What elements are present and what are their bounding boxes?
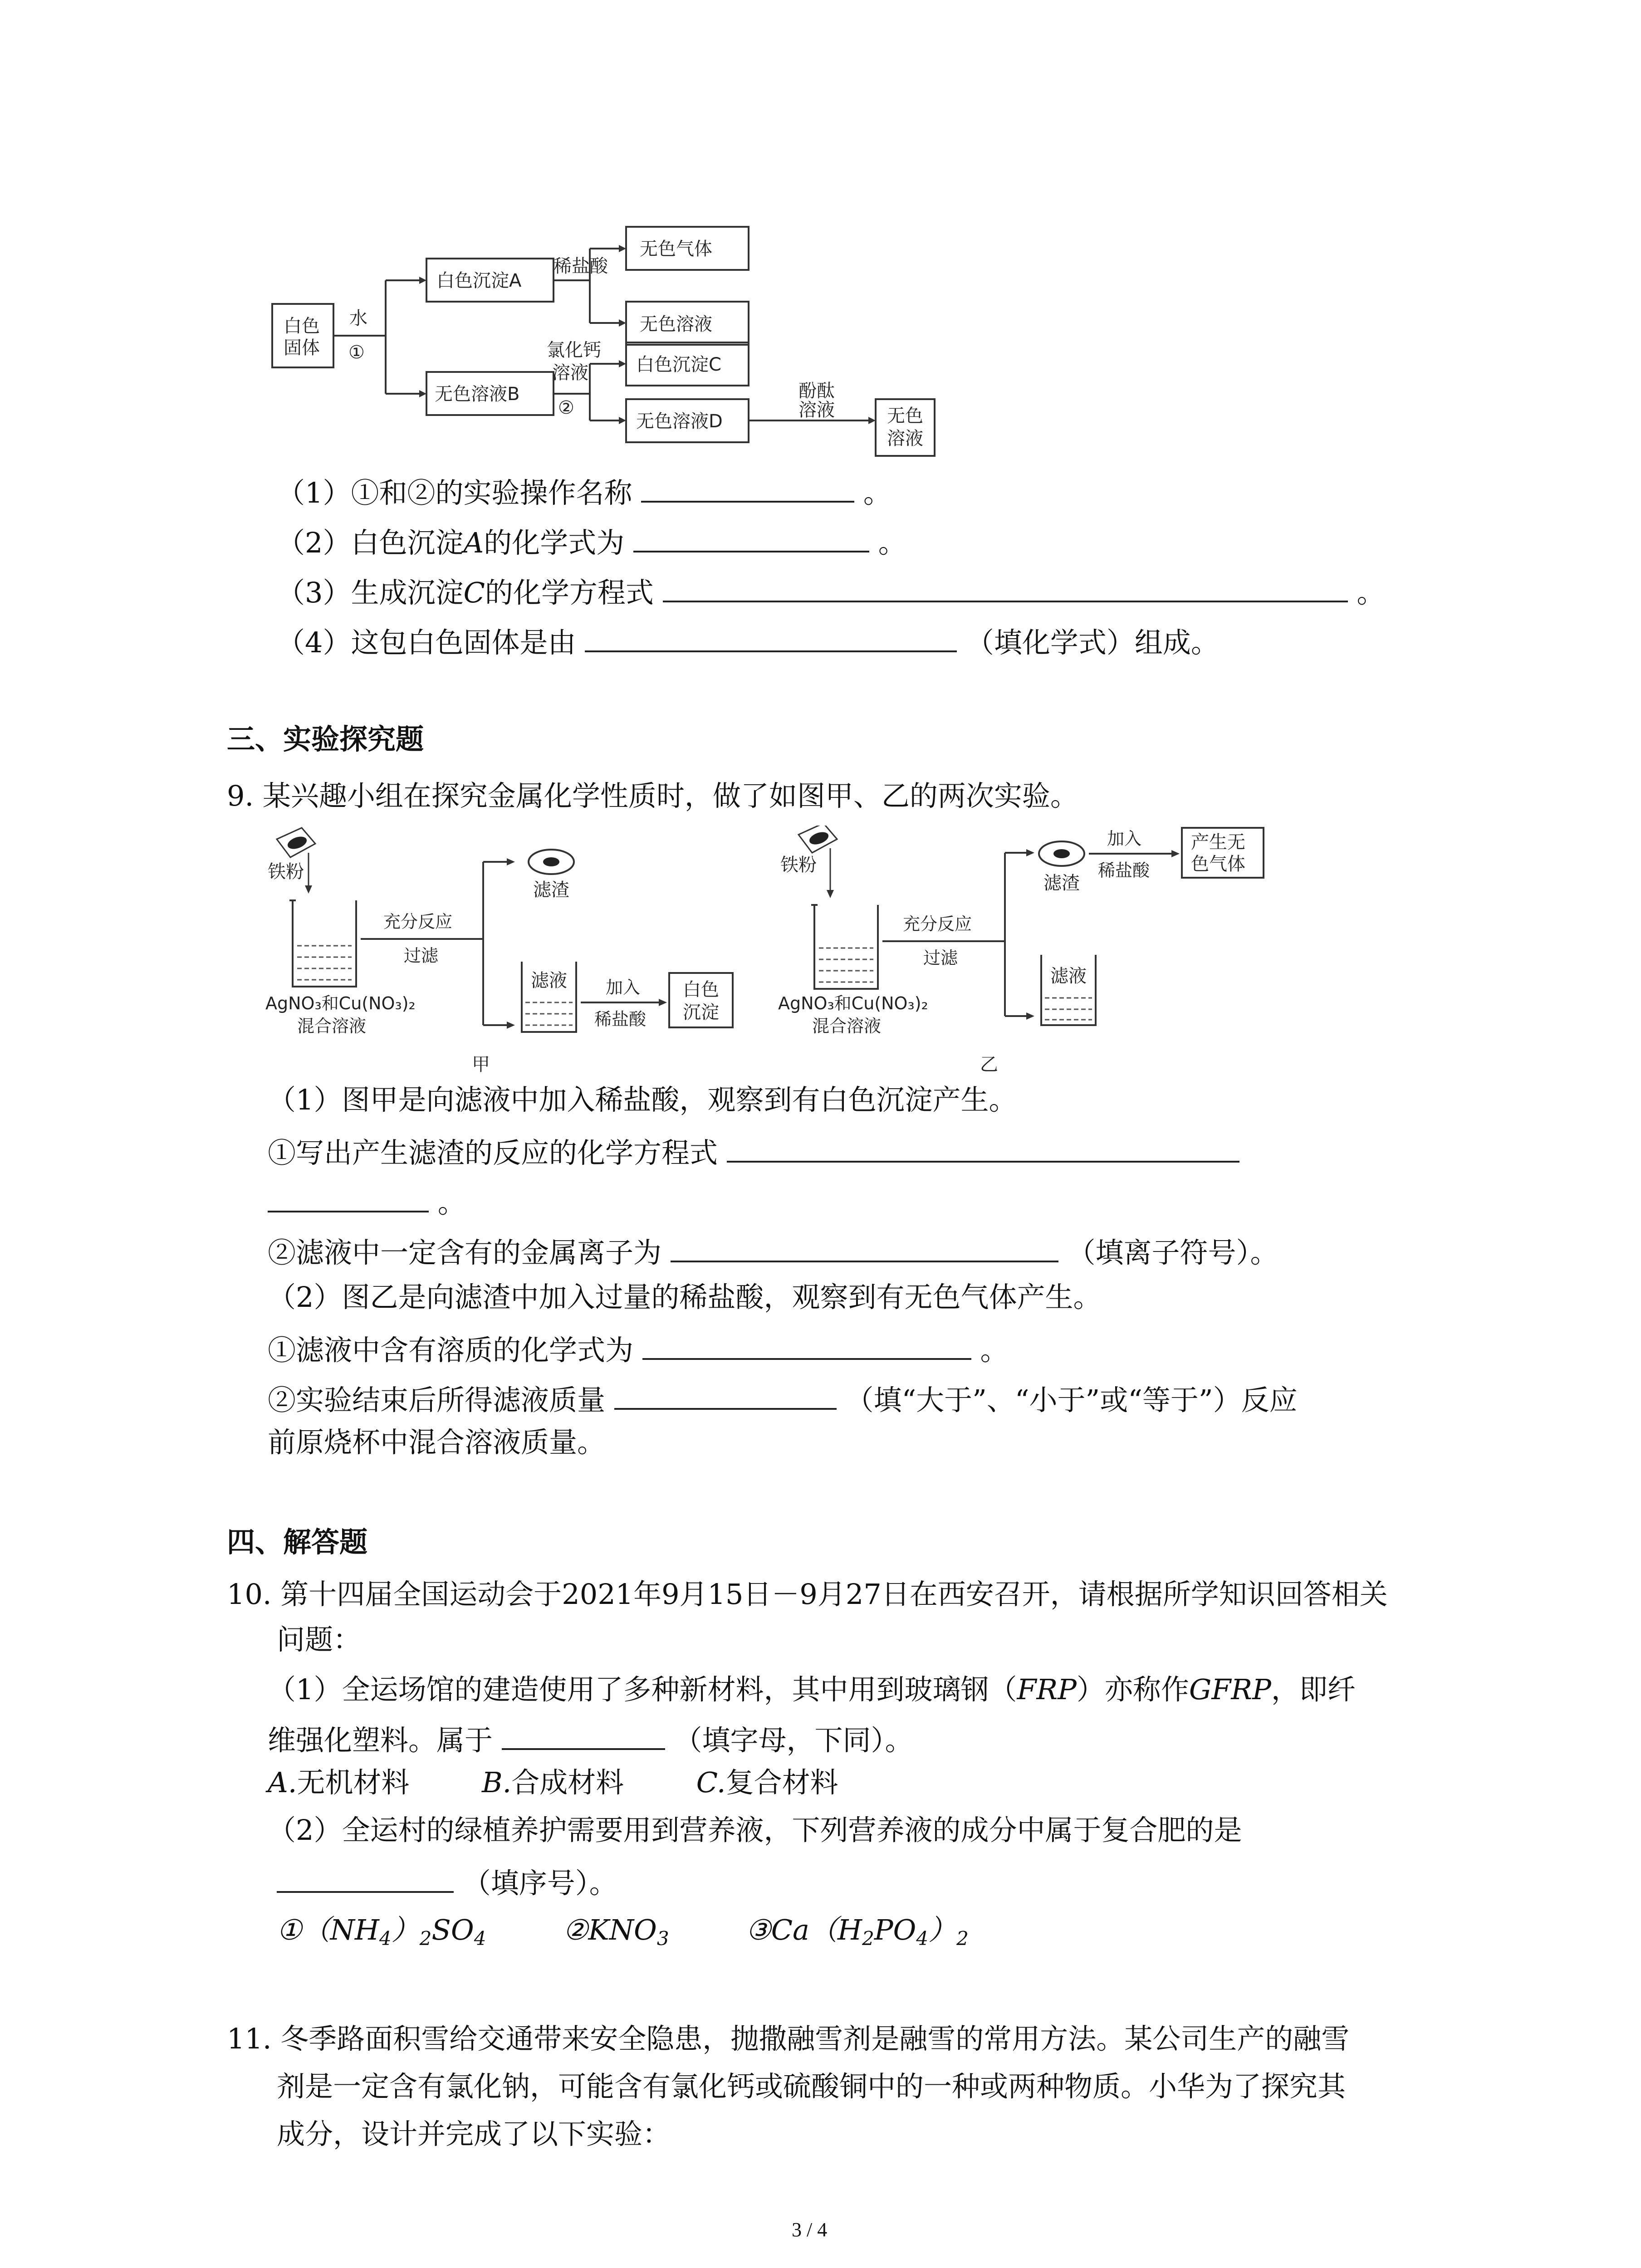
q8-part4: （4）这包白色固体是由 （填化学式）组成。 [277, 621, 1219, 661]
filtrate-label-b: 滤液 [1050, 966, 1087, 987]
white-label-1: 白色 [683, 979, 719, 1000]
step1-label: ① [348, 342, 365, 363]
q9-part1b: ②滤液中一定含有的金属离子为 （填离子符号）。 [268, 1232, 1278, 1271]
q9-blank2b[interactable] [614, 1379, 837, 1410]
phenol-label-2: 溶液 [798, 400, 835, 420]
q8-blank1[interactable] [641, 472, 854, 503]
choice-1: $①(NH_4)_2SO_4$ [277, 1913, 486, 1950]
solid-label-1: 白色 [284, 316, 320, 337]
gas-label: 无色气体 [640, 239, 712, 259]
hcl-label-a: 稀盐酸 [594, 1009, 647, 1029]
water-label: 水 [349, 308, 367, 329]
q9-part2a: ①滤液中含有溶质的化学式为 。 [268, 1329, 1008, 1369]
caption-jia: 甲 [472, 1054, 490, 1075]
mix-label-b2: 混合溶液 [812, 1016, 882, 1036]
q8-blank4[interactable] [585, 621, 957, 652]
cacl2-label-1: 氯化钙 [547, 340, 601, 361]
page-number: 3 / 4 [792, 2219, 828, 2241]
hcl-label-b: 稀盐酸 [1098, 860, 1150, 880]
iron-label-a: 铁粉 [268, 861, 304, 882]
phenol-label-1: 酚酞 [798, 381, 835, 401]
precipA-label: 白色沉淀A [436, 270, 522, 291]
section3-heading: 三、实验探究题 [227, 723, 424, 756]
q11-line1: 11. 冬季路面积雪给交通带来安全隐患，抛撒融雪剂是融雪的常用方法。某公司生产的融雪 [227, 2022, 1350, 2055]
solution-label: 无色溶液 [640, 314, 712, 335]
react-label-a1: 充分反应 [383, 912, 453, 932]
add-label-a: 加入 [606, 978, 641, 997]
cacl2-label-2: 溶液 [552, 362, 588, 383]
solB-label: 无色溶液B [435, 384, 520, 405]
gas-label-2: 色气体 [1191, 854, 1245, 875]
section4-heading: 四、解答题 [227, 1525, 368, 1559]
react-label-b1: 充分反应 [903, 914, 972, 934]
mix-label-a1: AgNO₃和Cu(NO₃)₂ [265, 993, 416, 1013]
q10-part1: （1）全运场馆的建造使用了多种新材料，其中用到玻璃钢（FRP）亦称作GFRP，即纤 [268, 1673, 1356, 1706]
colorless-label-1: 无色 [887, 406, 923, 426]
dilhcl-label: 稀盐酸 [554, 256, 608, 277]
q10-choices [277, 1912, 969, 1957]
q11-line3: 成分，设计并完成了以下实验： [277, 2117, 671, 2151]
q9-blank1b[interactable] [671, 1232, 1058, 1262]
choice-3: $③Ca(H_2PO_4)_2$ [746, 1913, 969, 1950]
q10-blank1[interactable] [502, 1719, 665, 1750]
filtrate-label-a: 滤液 [531, 970, 567, 991]
q9-intro: 9. 某兴趣小组在探究金属化学性质时，做了如图甲、乙的两次实验。 [227, 779, 1078, 812]
choice-2: $②KNO_3$ [563, 1913, 669, 1950]
react-label-b2: 过滤 [923, 948, 958, 968]
q9-blank1a[interactable] [727, 1132, 1239, 1163]
add-label-b: 加入 [1107, 829, 1142, 849]
solid-label-2: 固体 [284, 337, 320, 358]
q9-part2: （2）图乙是向滤渣中加入过量的稀盐酸，观察到有无色气体产生。 [268, 1281, 1102, 1314]
q10-part2: （2）全运村的绿植养护需要用到营养液，下列营养液的成分中属于复合肥的是 [268, 1813, 1242, 1847]
q10-options: A.无机材料 B.合成材料 C.复合材料 [268, 1766, 838, 1799]
solD-label: 无色溶液D [636, 411, 723, 432]
caption-yi: 乙 [980, 1054, 998, 1075]
q8-blank2[interactable] [633, 522, 869, 552]
q8-part1: （1）①和②的实验操作名称 。 [277, 472, 892, 511]
q10-intro-line2: 问题： [277, 1623, 362, 1656]
gas-label-1: 产生无 [1191, 832, 1245, 853]
q9-part1a: ①写出产生滤渣的反应的化学方程式 [268, 1132, 1239, 1171]
q9-part1: （1）图甲是向滤液中加入稀盐酸，观察到有白色沉淀产生。 [268, 1083, 1017, 1116]
iron-label-b: 铁粉 [780, 855, 817, 875]
q10-part2-cont: （填序号）。 [277, 1862, 617, 1901]
q9-part2b: ②实验结束后所得滤液质量 （填“大于”、“小于”或“等于”）反应 [268, 1379, 1298, 1418]
precipC-label: 白色沉淀C [636, 354, 721, 375]
colorless-label-2: 溶液 [887, 428, 923, 449]
q10-intro-line1: 10. 第十四届全国运动会于2021年9月15日－9月27日在西安召开，请根据所学知识回答相关 [227, 1578, 1388, 1611]
flowchart-diagram-white-solid [263, 218, 980, 463]
q10-part1-cont: 维强化塑料。属于 （填字母，下同）。 [268, 1719, 913, 1759]
residue-label-b: 滤渣 [1043, 873, 1080, 894]
react-label-a2: 过滤 [404, 946, 439, 966]
q9-blank1a-cont[interactable] [268, 1182, 429, 1212]
q9-part1a-cont: 。 [268, 1182, 466, 1221]
white-label-2: 沉淀 [683, 1002, 719, 1023]
mix-label-a2: 混合溶液 [297, 1016, 367, 1036]
q9-part2b-cont: 前原烧杯中混合溶液质量。 [268, 1426, 606, 1459]
q8-blank3[interactable] [663, 572, 1348, 602]
q10-blank2[interactable] [277, 1862, 454, 1893]
mix-label-b1: AgNO₃和Cu(NO₃)₂ [778, 993, 928, 1013]
q8-part3: （3）生成沉淀C的化学方程式 。 [277, 572, 1385, 611]
q11-line2: 剂是一定含有氯化钠，可能含有氯化钙或硫酸铜中的一种或两种物质。小华为了探究其 [277, 2070, 1346, 2103]
residue-label-a: 滤渣 [533, 880, 569, 900]
q9-blank2a[interactable] [642, 1329, 971, 1360]
step2-label: ② [558, 397, 574, 418]
experiment-diagram-jia-yi [254, 826, 1311, 1080]
q8-part2: （2）白色沉淀A的化学式为 。 [277, 522, 906, 561]
